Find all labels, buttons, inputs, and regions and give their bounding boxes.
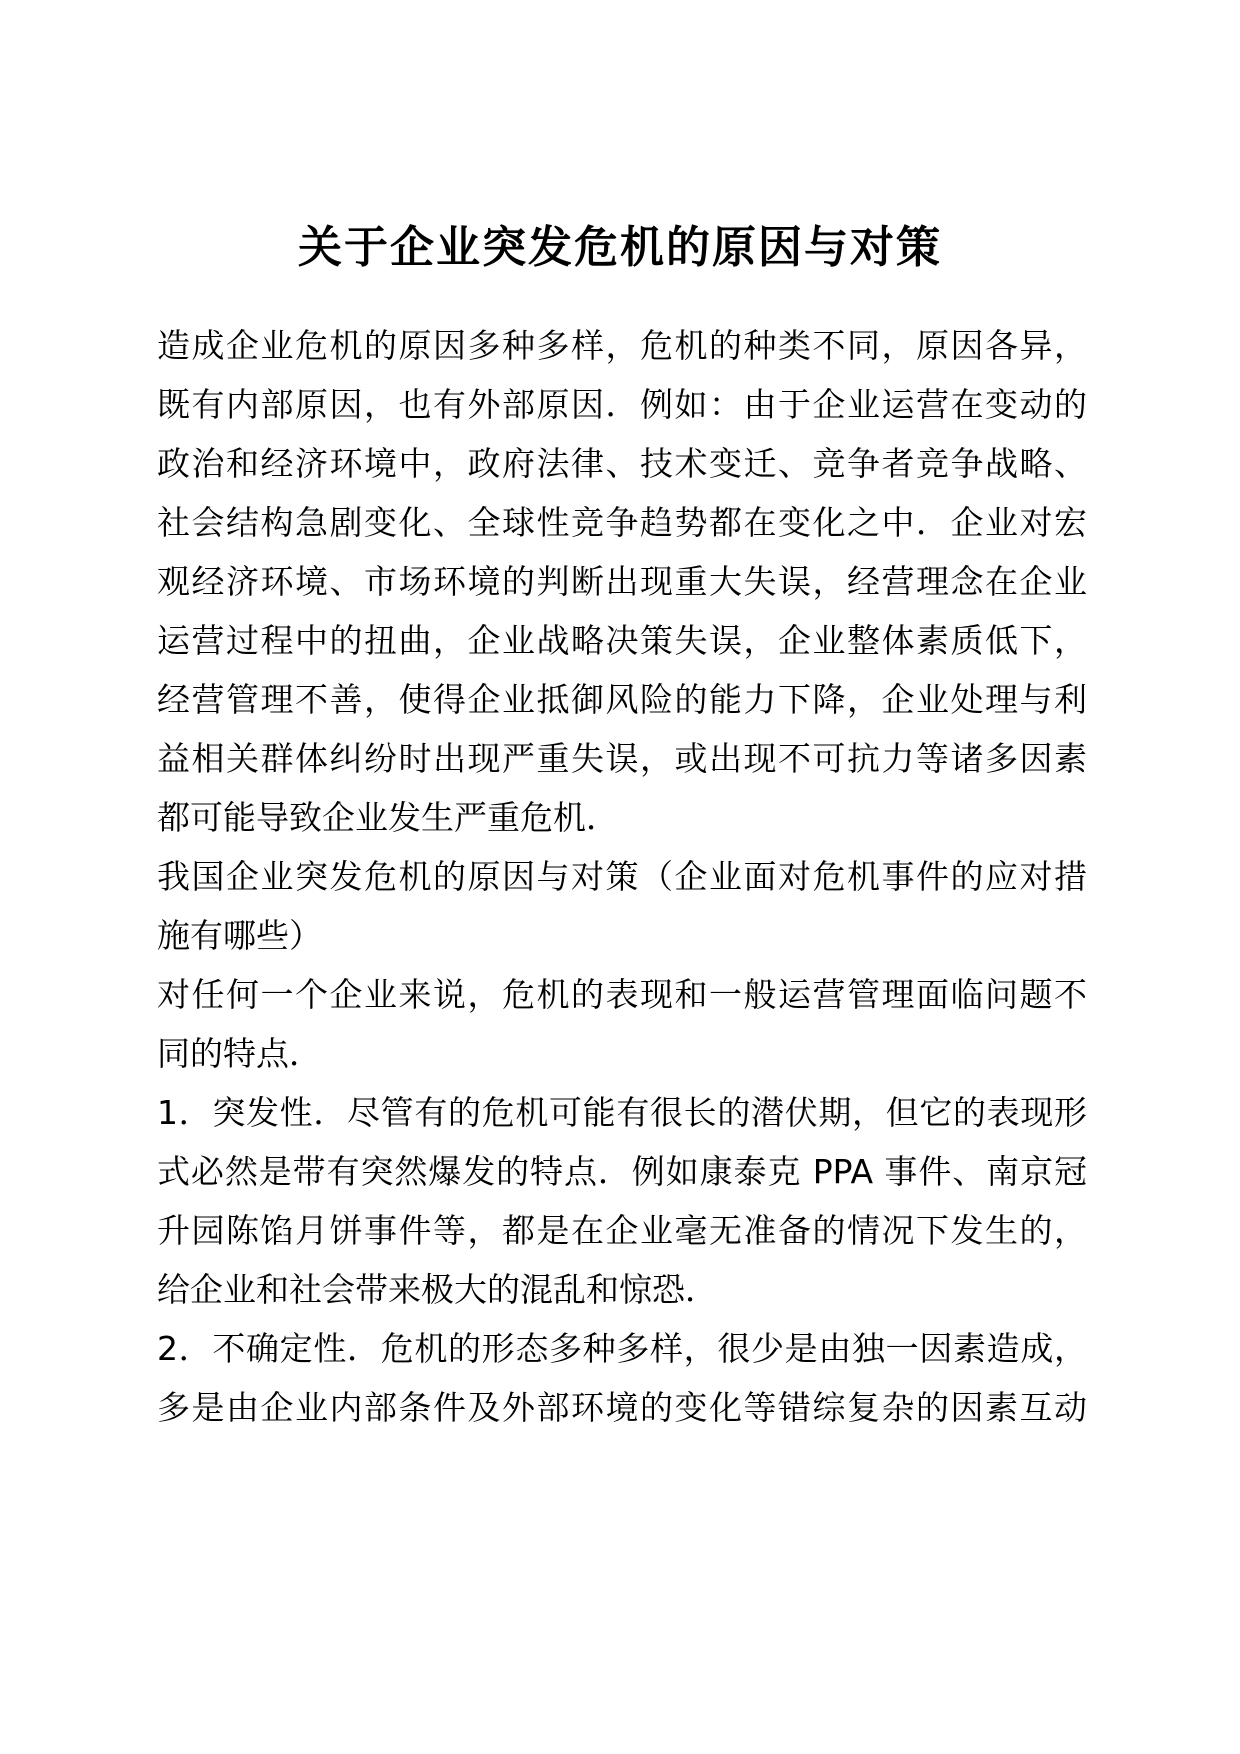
document-body [157,316,1087,1437]
text-line: 我国企业突发危机的原因与对策（企业面对危机事件的应对措 [157,857,1087,896]
text-line: 施有哪些） [157,916,322,955]
paragraph-point-2 [157,1319,1087,1437]
paragraph-subtitle [157,847,1087,965]
text-line: 经营管理不善，使得企业抵御风险的能力下降，企业处理与利 [157,680,1087,719]
paragraph-causes [157,316,1087,847]
text-line: 社会结构急剧变化、全球性竞争趋势都在变化之中．企业对宏 [157,503,1087,542]
text-line: 都可能导致企业发生严重危机． [157,798,619,837]
text-line: 益相关群体纠纷时出现严重失误，或出现不可抗力等诸多因素 [157,739,1087,778]
text-line: 给企业和社会带来极大的混乱和惊恐． [157,1270,718,1309]
paragraph-point-1 [157,1083,1087,1319]
text-line: 造成企业危机的原因多种多样，危机的种类不同，原因各异， [157,326,1087,365]
paragraph-characteristics-intro [157,965,1087,1083]
text-line: 对任何一个企业来说，危机的表现和一般运营管理面临问题不 [157,975,1087,1014]
text-line: 运营过程中的扭曲，企业战略决策失误，企业整体素质低下， [157,621,1087,660]
text-line: 多是由企业内部条件及外部环境的变化等错综复杂的因素互动 [157,1388,1087,1427]
text-line: 政治和经济环境中，政府法律、技术变迁、竞争者竞争战略、 [157,444,1087,483]
text-line: 观经济环境、市场环境的判断出现重大失误，经营理念在企业 [157,562,1087,601]
text-line: 式必然是带有突然爆发的特点．例如康泰克 PPA 事件、南京冠 [157,1152,1087,1191]
document-title: 关于企业突发危机的原因与对策 [298,222,942,273]
text-line: 既有内部原因，也有外部原因．例如：由于企业运营在变动的 [157,385,1087,424]
text-line: 升园陈馅月饼事件等，都是在企业毫无准备的情况下发生的， [157,1211,1087,1250]
text-line: 同的特点． [157,1034,322,1073]
text-line: 1．突发性．尽管有的危机可能有很长的潜伏期，但它的表现形 [157,1093,1087,1132]
text-line: 2．不确定性．危机的形态多种多样，很少是由独一因素造成， [157,1329,1087,1368]
